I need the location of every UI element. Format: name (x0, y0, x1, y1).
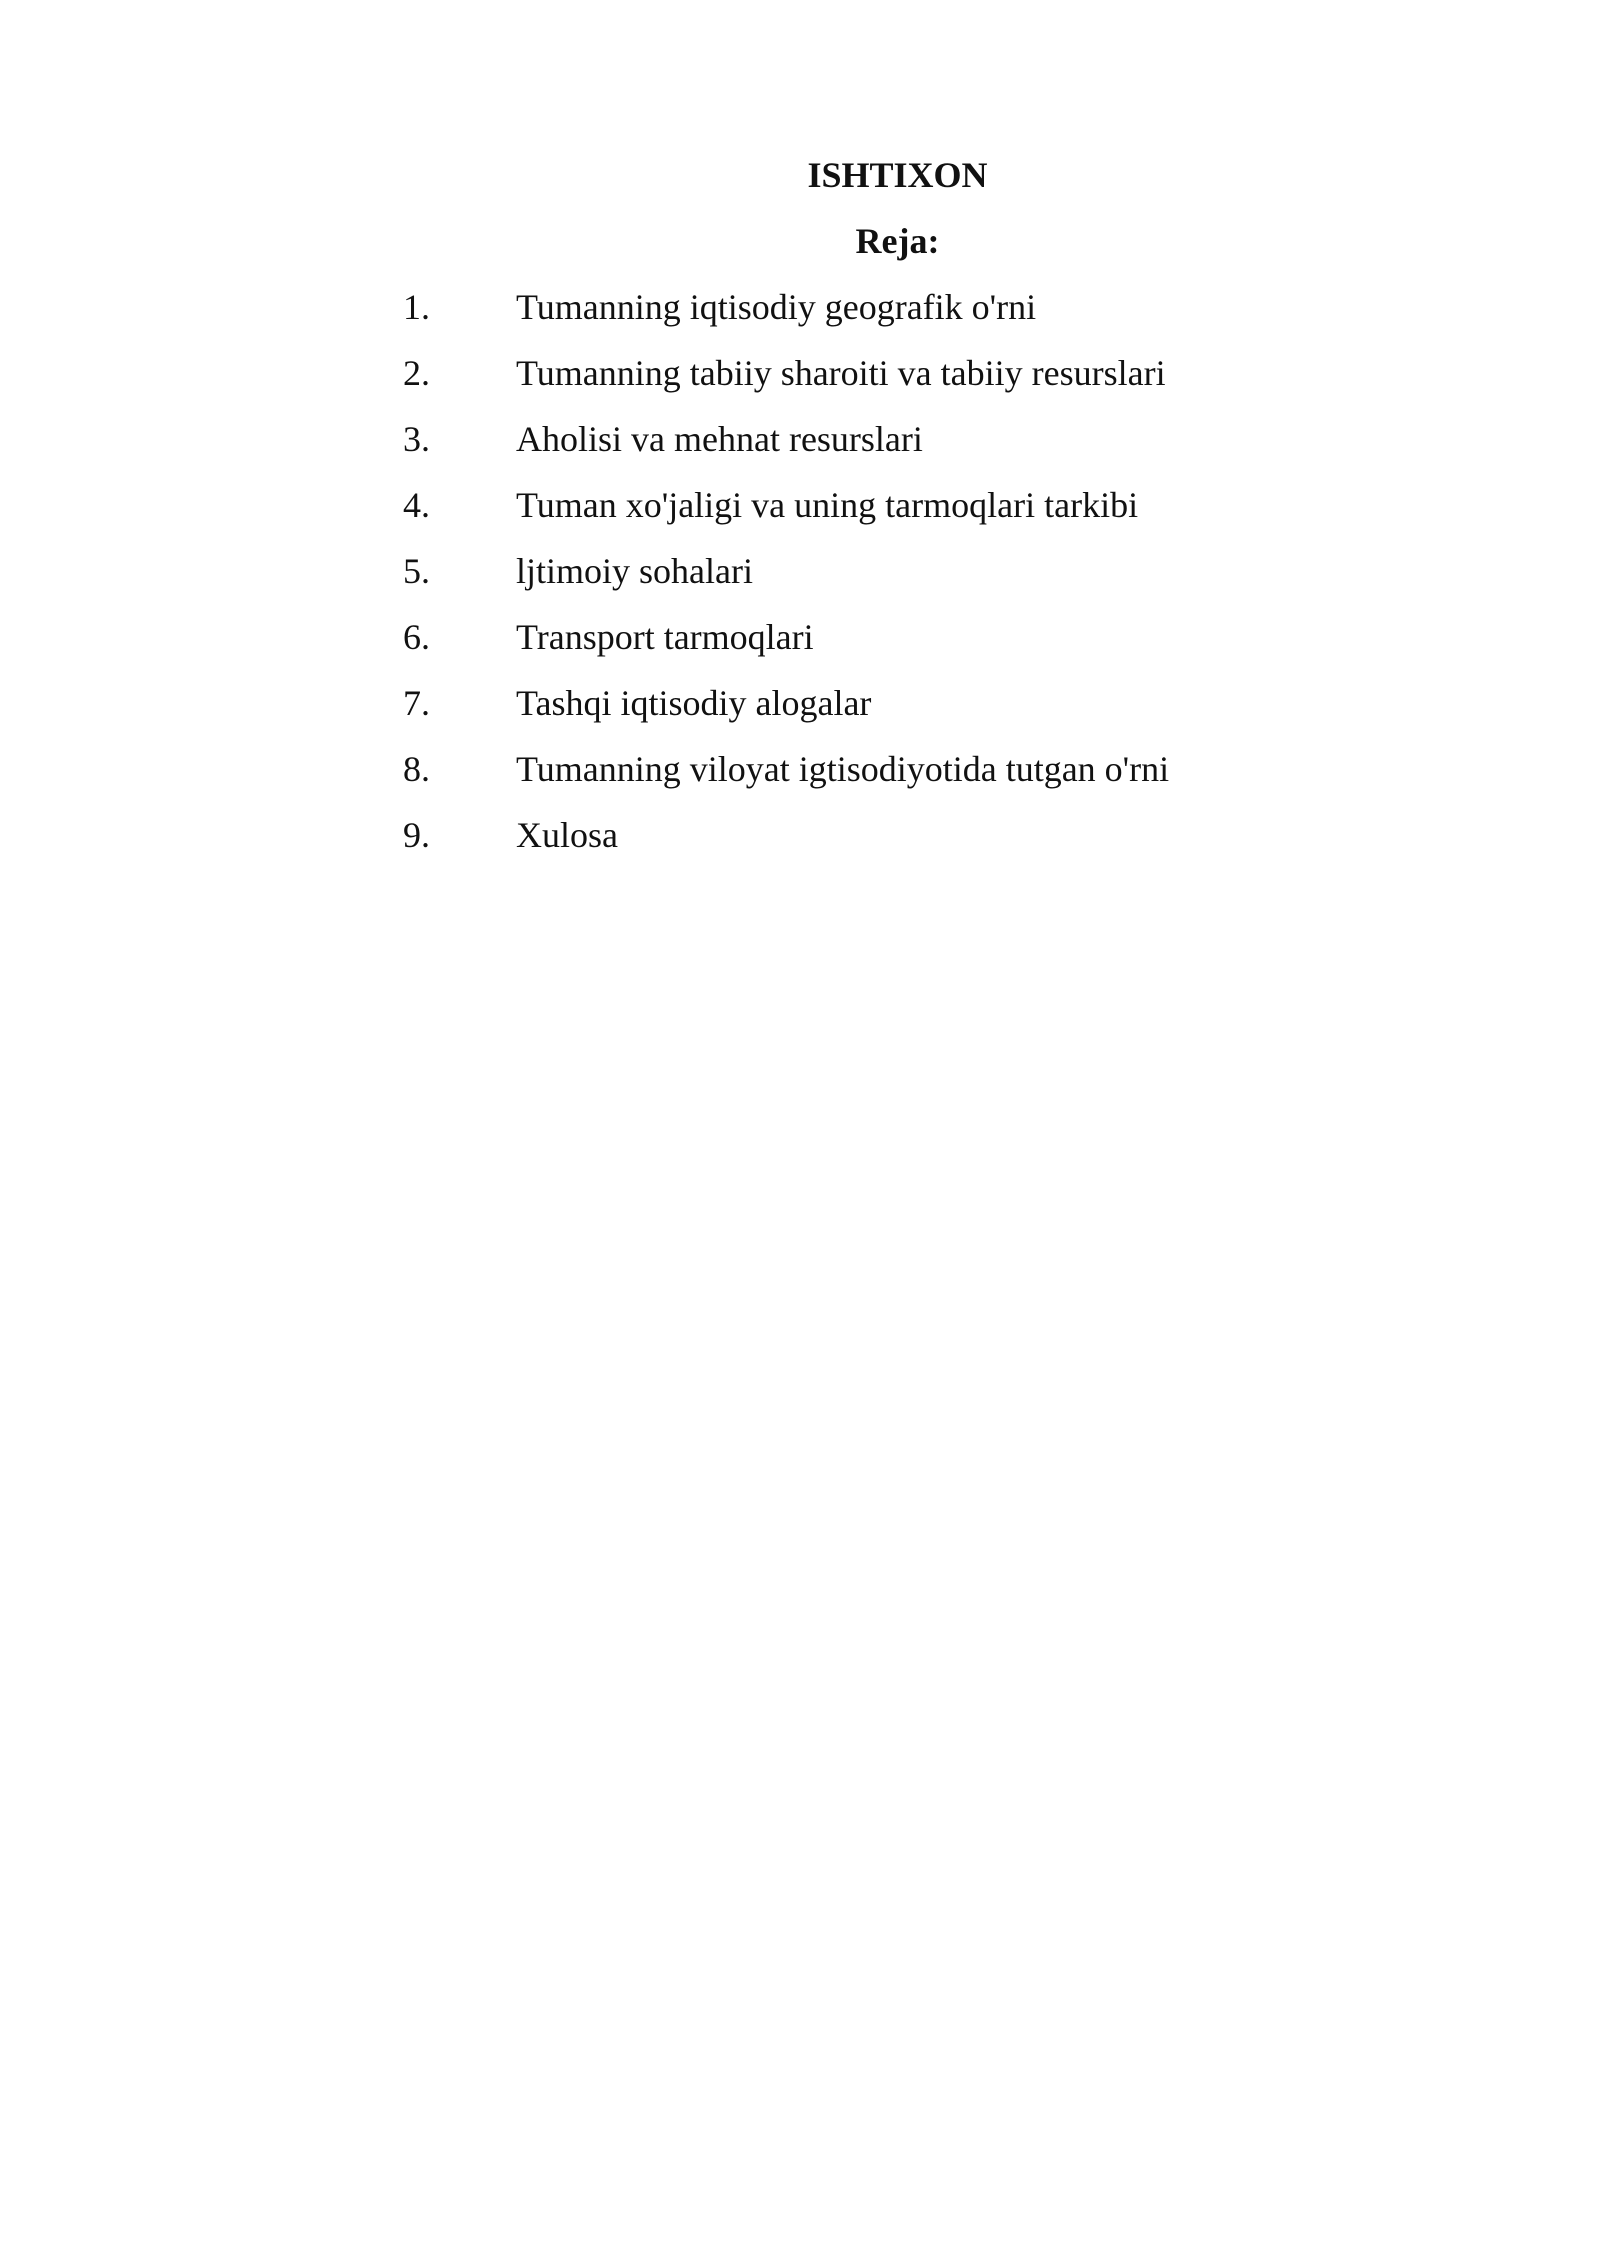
document-title: ISHTIXON (807, 155, 988, 195)
plan-item (403, 480, 1169, 546)
plan-item-text: ljtimoiy sohalari (516, 551, 753, 591)
plan-item (403, 282, 1169, 348)
plan-item-text: Aholisi va mehnat resurslari (516, 419, 923, 459)
plan-item (403, 546, 1169, 612)
plan-item-number: 8. (403, 749, 430, 789)
plan-item (403, 744, 1169, 810)
plan-item-text: Xulosa (516, 815, 618, 855)
plan-item-text: Tashqi iqtisodiy alogalar (516, 683, 872, 723)
plan-item-number: 9. (403, 815, 430, 855)
plan-item-text: Transport tarmoqlari (516, 617, 814, 657)
plan-item-text: Tuman xo'jaligi va uning tarmoqlari tarkibi (516, 485, 1139, 525)
plan-item (403, 810, 1169, 876)
plan-item-number: 3. (403, 419, 430, 459)
plan-item (403, 348, 1169, 414)
plan-item-number: 7. (403, 683, 430, 723)
plan-item-text: Tumanning viloyat igtisodiyotida tutgan o'rni (516, 749, 1170, 789)
plan-item-number: 2. (403, 353, 430, 393)
plan-item-text: Tumanning iqtisodiy geografik o'rni (516, 287, 1037, 327)
plan-item-number: 5. (403, 551, 430, 591)
plan-item-text: Tumanning tabiiy sharoiti va tabiiy resurslari (516, 353, 1166, 393)
plan-item (403, 414, 1169, 480)
plan-heading: Reja: (855, 221, 940, 261)
plan-item-number: 1. (403, 287, 430, 327)
plan-item-number: 4. (403, 485, 430, 525)
plan-list (403, 282, 1169, 876)
plan-item-number: 6. (403, 617, 430, 657)
plan-item (403, 612, 1169, 678)
plan-item (403, 678, 1169, 744)
